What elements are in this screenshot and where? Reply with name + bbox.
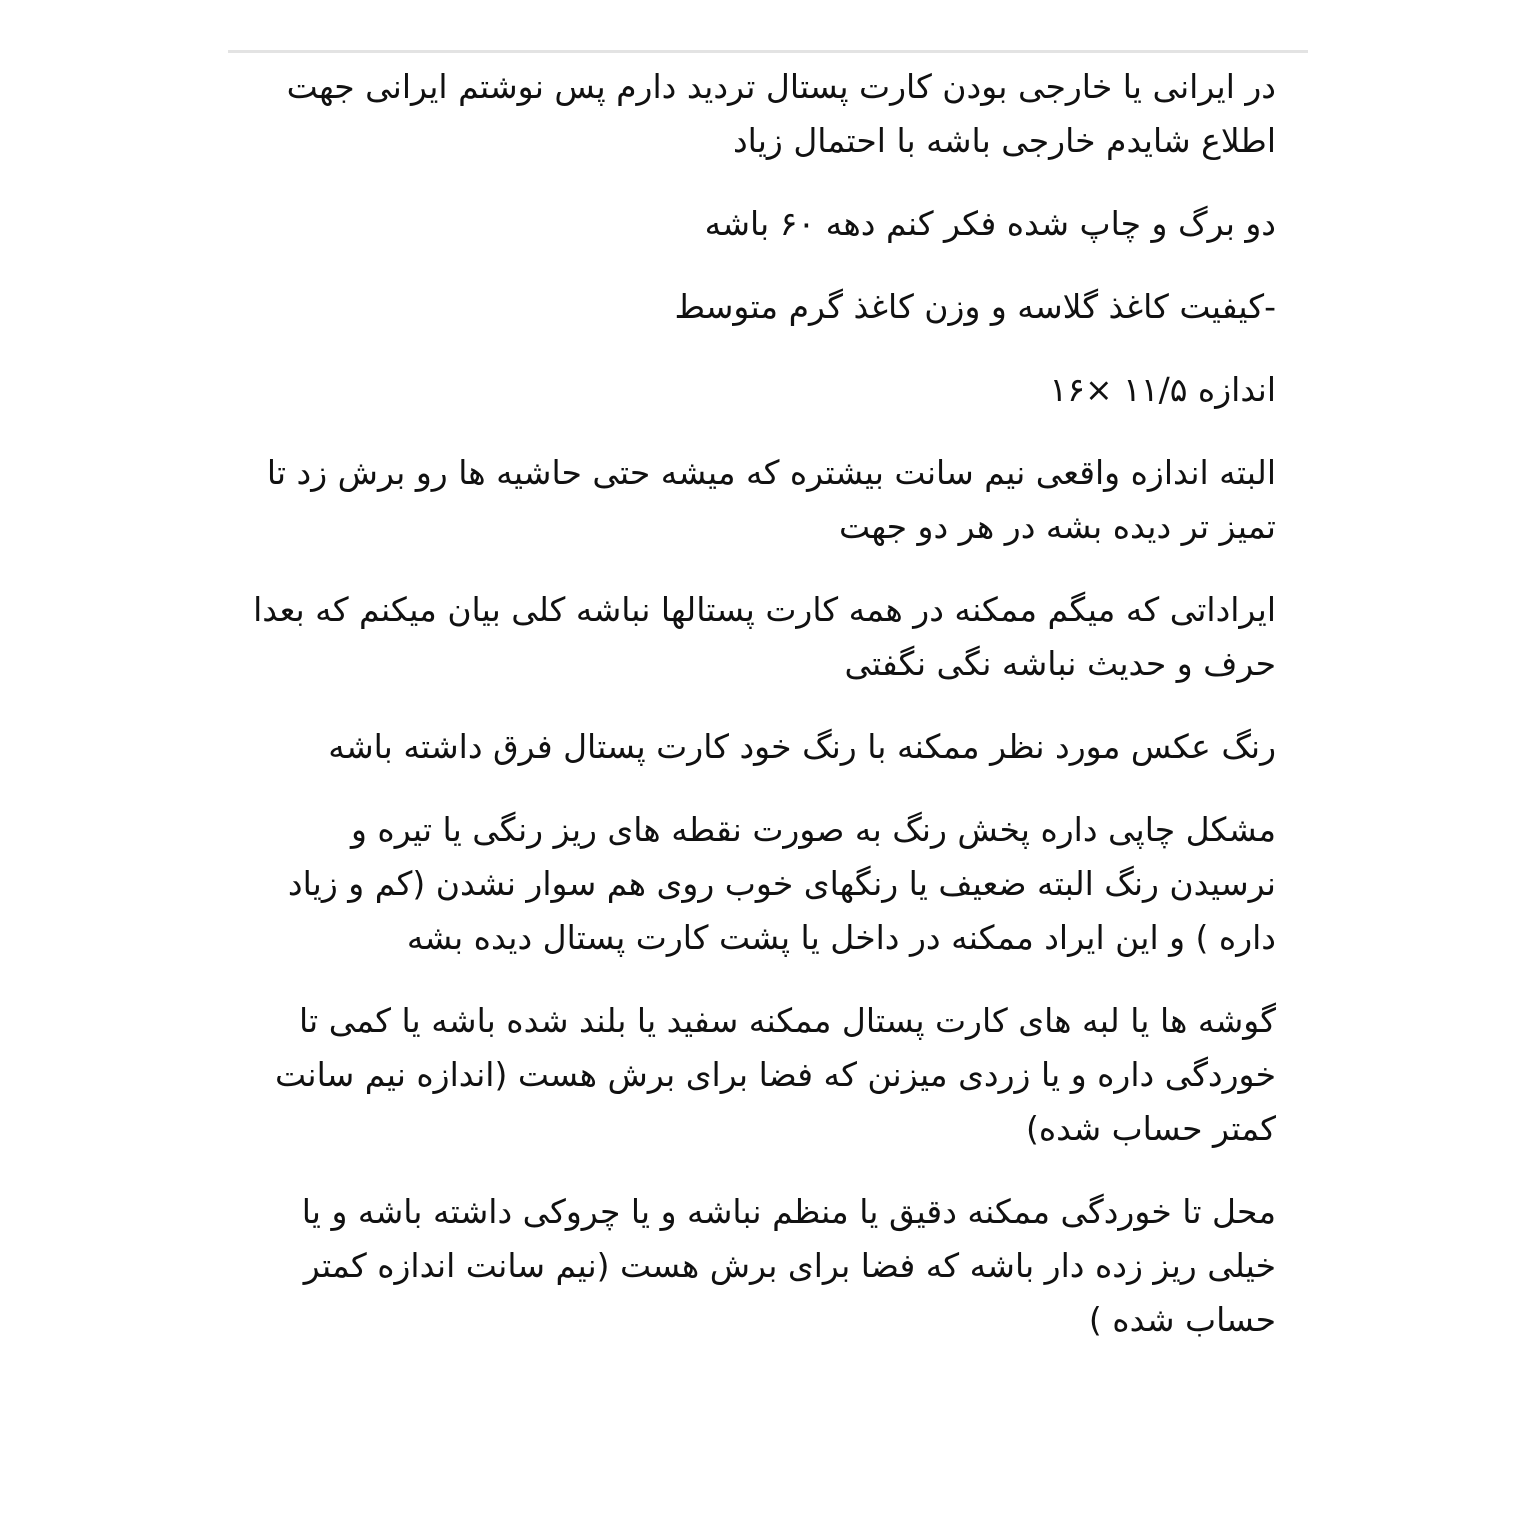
paragraph-origin-note: در ایرانی یا خارجی بودن کارت پستال تردید دارم پس نوشتم ایرانی جهت اطلاع شایدم خارجی باشه با احتمال زیاد [286, 67, 1276, 160]
paragraph-fold: محل تا خوردگی ممکنه دقیق یا منظم نباشه و یا چروکی داشته باشه و یا خیلی ریز زده دار باشه که فضا برای برش هست (نیم سانت اندازه کمتر حساب شده ) [301, 1192, 1276, 1339]
paragraph-defects-intro: ایراداتی که میگم ممکنه در همه کارت پستالها نباشه کلی بیان میکنم که بعدا حرف و حدیث نباشه نگی نگفتی [253, 590, 1276, 683]
paragraph-paper-quality: -کیفیت کاغذ گلاسه و وزن کاغذ گرم متوسط [674, 287, 1276, 326]
paragraph-size: اندازه ۱۱/۵ ×۱۶ [1049, 370, 1276, 409]
paragraph-corners: گوشه ها یا لبه های کارت پستال ممکنه سفید یا بلند شده باشه یا کمی تا خوردگی داره و یا زردی میزنن که فضا برای برش هست (اندازه نیم سانت کمتر حساب شده) [275, 1001, 1276, 1148]
paragraph-real-size: البته اندازه واقعی نیم سانت بیشتره که میشه حتی حاشیه ها رو برش زد تا تمیز تر دیده بشه در هر دو جهت [266, 453, 1276, 546]
paragraph-color-note: رنگ عکس مورد نظر ممکنه با رنگ خود کارت پستال فرق داشته باشه [328, 727, 1276, 766]
paragraph-print-issue: مشکل چاپی داره پخش رنگ به صورت نقطه های ریز رنگی یا تیره و نرسیدن رنگ البته ضعیف یا رنگهای خوب روی هم سوار نشدن (کم و زیاد داره ) و این ایراد ممکنه در داخل یا پشت کارت پستال دیده بشه [287, 810, 1276, 957]
top-divider [228, 50, 1308, 53]
paragraph-sheets-print: دو برگ و چاپ شده فکر کنم دهه ۶۰ باشه [704, 204, 1276, 243]
post-body [240, 60, 1276, 1376]
